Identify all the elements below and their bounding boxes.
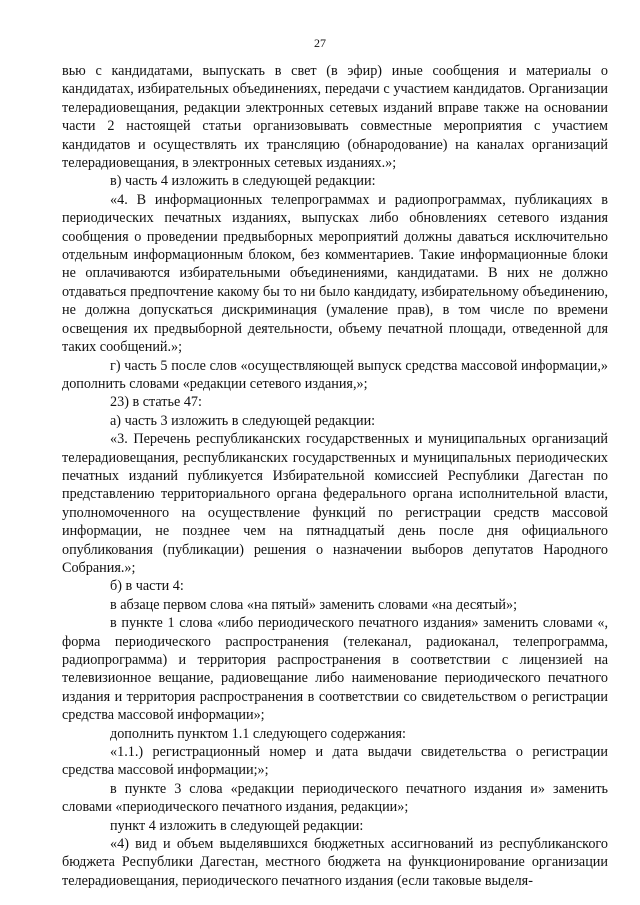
paragraph: 23) в статье 47: <box>110 394 202 411</box>
paragraph: в пункте 3 слова «редакции периодического печатного издания и» заменить словами «периодического печатного издания, редакции»; <box>62 780 608 816</box>
paragraph: пункт 4 изложить в следующей редакции: <box>110 817 364 834</box>
paragraph: а) часть 3 изложить в следующей редакции: <box>110 412 376 429</box>
paragraph: вью с кандидатами, выпускать в свет (в эфир) иные сообщения и материалы о кандидатах, избирательных объединениях, передачи с участием кандидатов. Организации телерадиовещания, редакции электронных сетевых изданий вправе также на основании части 2 настоящей статьи организовывать совместные мероприятия с участием кандидатов и осуществлять их трансляцию (обнародование) на каналах организаций телерадиовещания, в электронных сетевых изданиях.»; <box>62 63 608 172</box>
page-number: 27 <box>314 36 326 50</box>
paragraph: «4) вид и объем выделявшихся бюджетных ассигнований из республиканского бюджета Республики Дагестан, местного бюджета на функционирование организации телерадиовещания, периодического печатного издания (если таковые выделя- <box>62 836 608 889</box>
paragraph: в) часть 4 изложить в следующей редакции: <box>110 173 376 190</box>
paragraph: дополнить пунктом 1.1 следующего содержания: <box>110 725 406 742</box>
document-body <box>62 62 608 890</box>
paragraph: в пункте 1 слова «либо периодического печатного издания» заменить словами «, форма периодического распространения (телеканал, радиоканал, телепрограмма, радиопрограмма) и территория распространения в соответствии с лицензией на телевизионное вещание, радиовещание либо наименование периодического печатного издания и территория распространения в соответствии со свидетельством о регистрации средства массовой информации»; <box>62 615 608 724</box>
paragraph: г) часть 5 после слов «осуществляющей выпуск средства массовой информации,» дополнить словами «редакции сетевого издания,»; <box>62 357 608 392</box>
paragraph: «4. В информационных телепрограммах и радиопрограммах, публикациях в периодических печатных изданиях, выпусках либо обновлениях сетевого издания сообщения о проведении предвыборных мероприятий должны даваться исключительно отдельным информационным блоком, без комментариев. Такие информационные блоки не оплачиваются избирательными объединениями, кандидатами. В них не должно отдаваться предпочтение какому бы то ни было кандидату, избирательному объединению, не должна допускаться дискриминация (умаление прав), в том числе по времени освещения их предвыборной деятельности, объему печатной площади, отведенной для таких сообщений.»; <box>62 191 608 356</box>
paragraph: в абзаце первом слова «на пятый» заменить словами «на десятый»; <box>110 596 518 613</box>
paragraph: «3. Перечень республиканских государственных и муниципальных организаций телерадиовещания, республиканских государственных и муниципальных периодических печатных изданий публикуется Избирательной комиссией Республики Дагестан по представлению территориального органа федерального органа исполнительной власти, уполномоченного на осуществление функций по регистрации средств массовой информации, не позднее чем на пятнадцатый день после дня официального опубликования (публикации) решения о назначении выборов депутатов Народного Собрания.»; <box>62 431 608 576</box>
paragraph: б) в части 4: <box>110 578 184 595</box>
paragraph: «1.1.) регистрационный номер и дата выдачи свидетельства о регистрации средства массовой информации;»; <box>62 744 608 779</box>
